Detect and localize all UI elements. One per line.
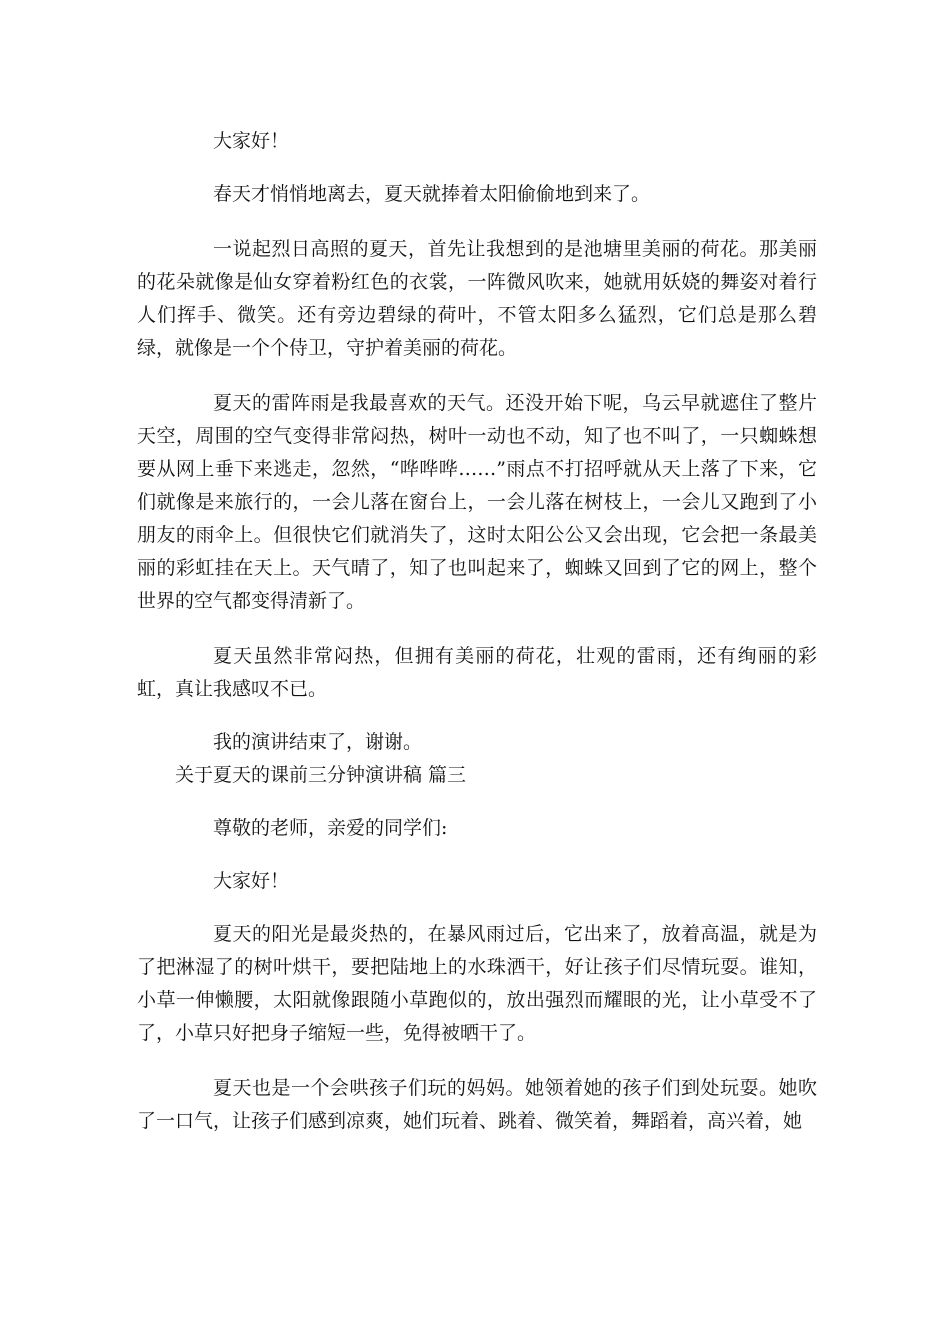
paragraph-greeting: 大家好！ [213,130,290,152]
paragraph-salutation: 尊敬的老师，亲爱的同学们: [213,817,448,839]
document-page [137,125,817,1138]
paragraph-mother: 夏天也是一个会哄孩子们玩的妈妈。她领着她的孩子们到处玩耍。她吹了一口气，让孩子们感到凉爽，她们玩着、跳着、微笑着，舞蹈着，高兴着，她 [137,1077,817,1132]
paragraph-sunshine: 夏天的阳光是最炎热的，在暴风雨过后，它出来了，放着高温，就是为了把淋湿了的树叶烘干，要把陆地上的水珠洒干，好让孩子们尽情玩耍。谁知，小草一伸懒腰，太阳就像跟随小草跑似的，放出强烈而耀眼的光，让小草受不了了，小草只好把身子缩短一些，免得被晒干了。 [137,923,817,1044]
section-heading: 关于夏天的课前三分钟演讲稿 篇三 [175,764,467,786]
paragraph-greeting-2: 大家好！ [213,870,290,892]
paragraph-lotus: 一说起烈日高照的夏天，首先让我想到的是池塘里美丽的荷花。那美丽的花朵就像是仙女穿着粉红色的衣裳，一阵微风吹来，她就用妖娆的舞姿对着行人们挥手、微笑。还有旁边碧绿的荷叶，不管太阳多么猛烈，它们总是那么碧绿，就像是一个个侍卫，守护着美丽的荷花。 [137,238,817,359]
paragraph-intro: 春天才悄悄地离去，夏天就捧着太阳偷偷地到来了。 [213,183,651,205]
paragraph-closing: 我的演讲结束了，谢谢。 [213,731,423,753]
paragraph-summary: 夏天虽然非常闷热，但拥有美丽的荷花，壮观的雷雨，还有绚丽的彩虹，真让我感叹不已。 [137,645,817,700]
paragraph-thunderstorm: 夏天的雷阵雨是我最喜欢的天气。还没开始下呢，乌云早就遮住了整片天空，周围的空气变得非常闷热，树叶一动也不动，知了也不叫了，一只蜘蛛想要从网上垂下来逃走，忽然，“哗哗哗……”雨点不打招呼就从天上落了下来，它们就像是来旅行的，一会儿落在窗台上，一会儿落在树枝上，一会儿又跑到了小朋友的雨伞上。但很快它们就消失了，这时太阳公公又会出现，它会把一条最美丽的彩虹挂在天上。天气晴了，知了也叫起来了，蜘蛛又回到了它的网上，整个世界的空气都变得清新了。 [137,392,817,612]
